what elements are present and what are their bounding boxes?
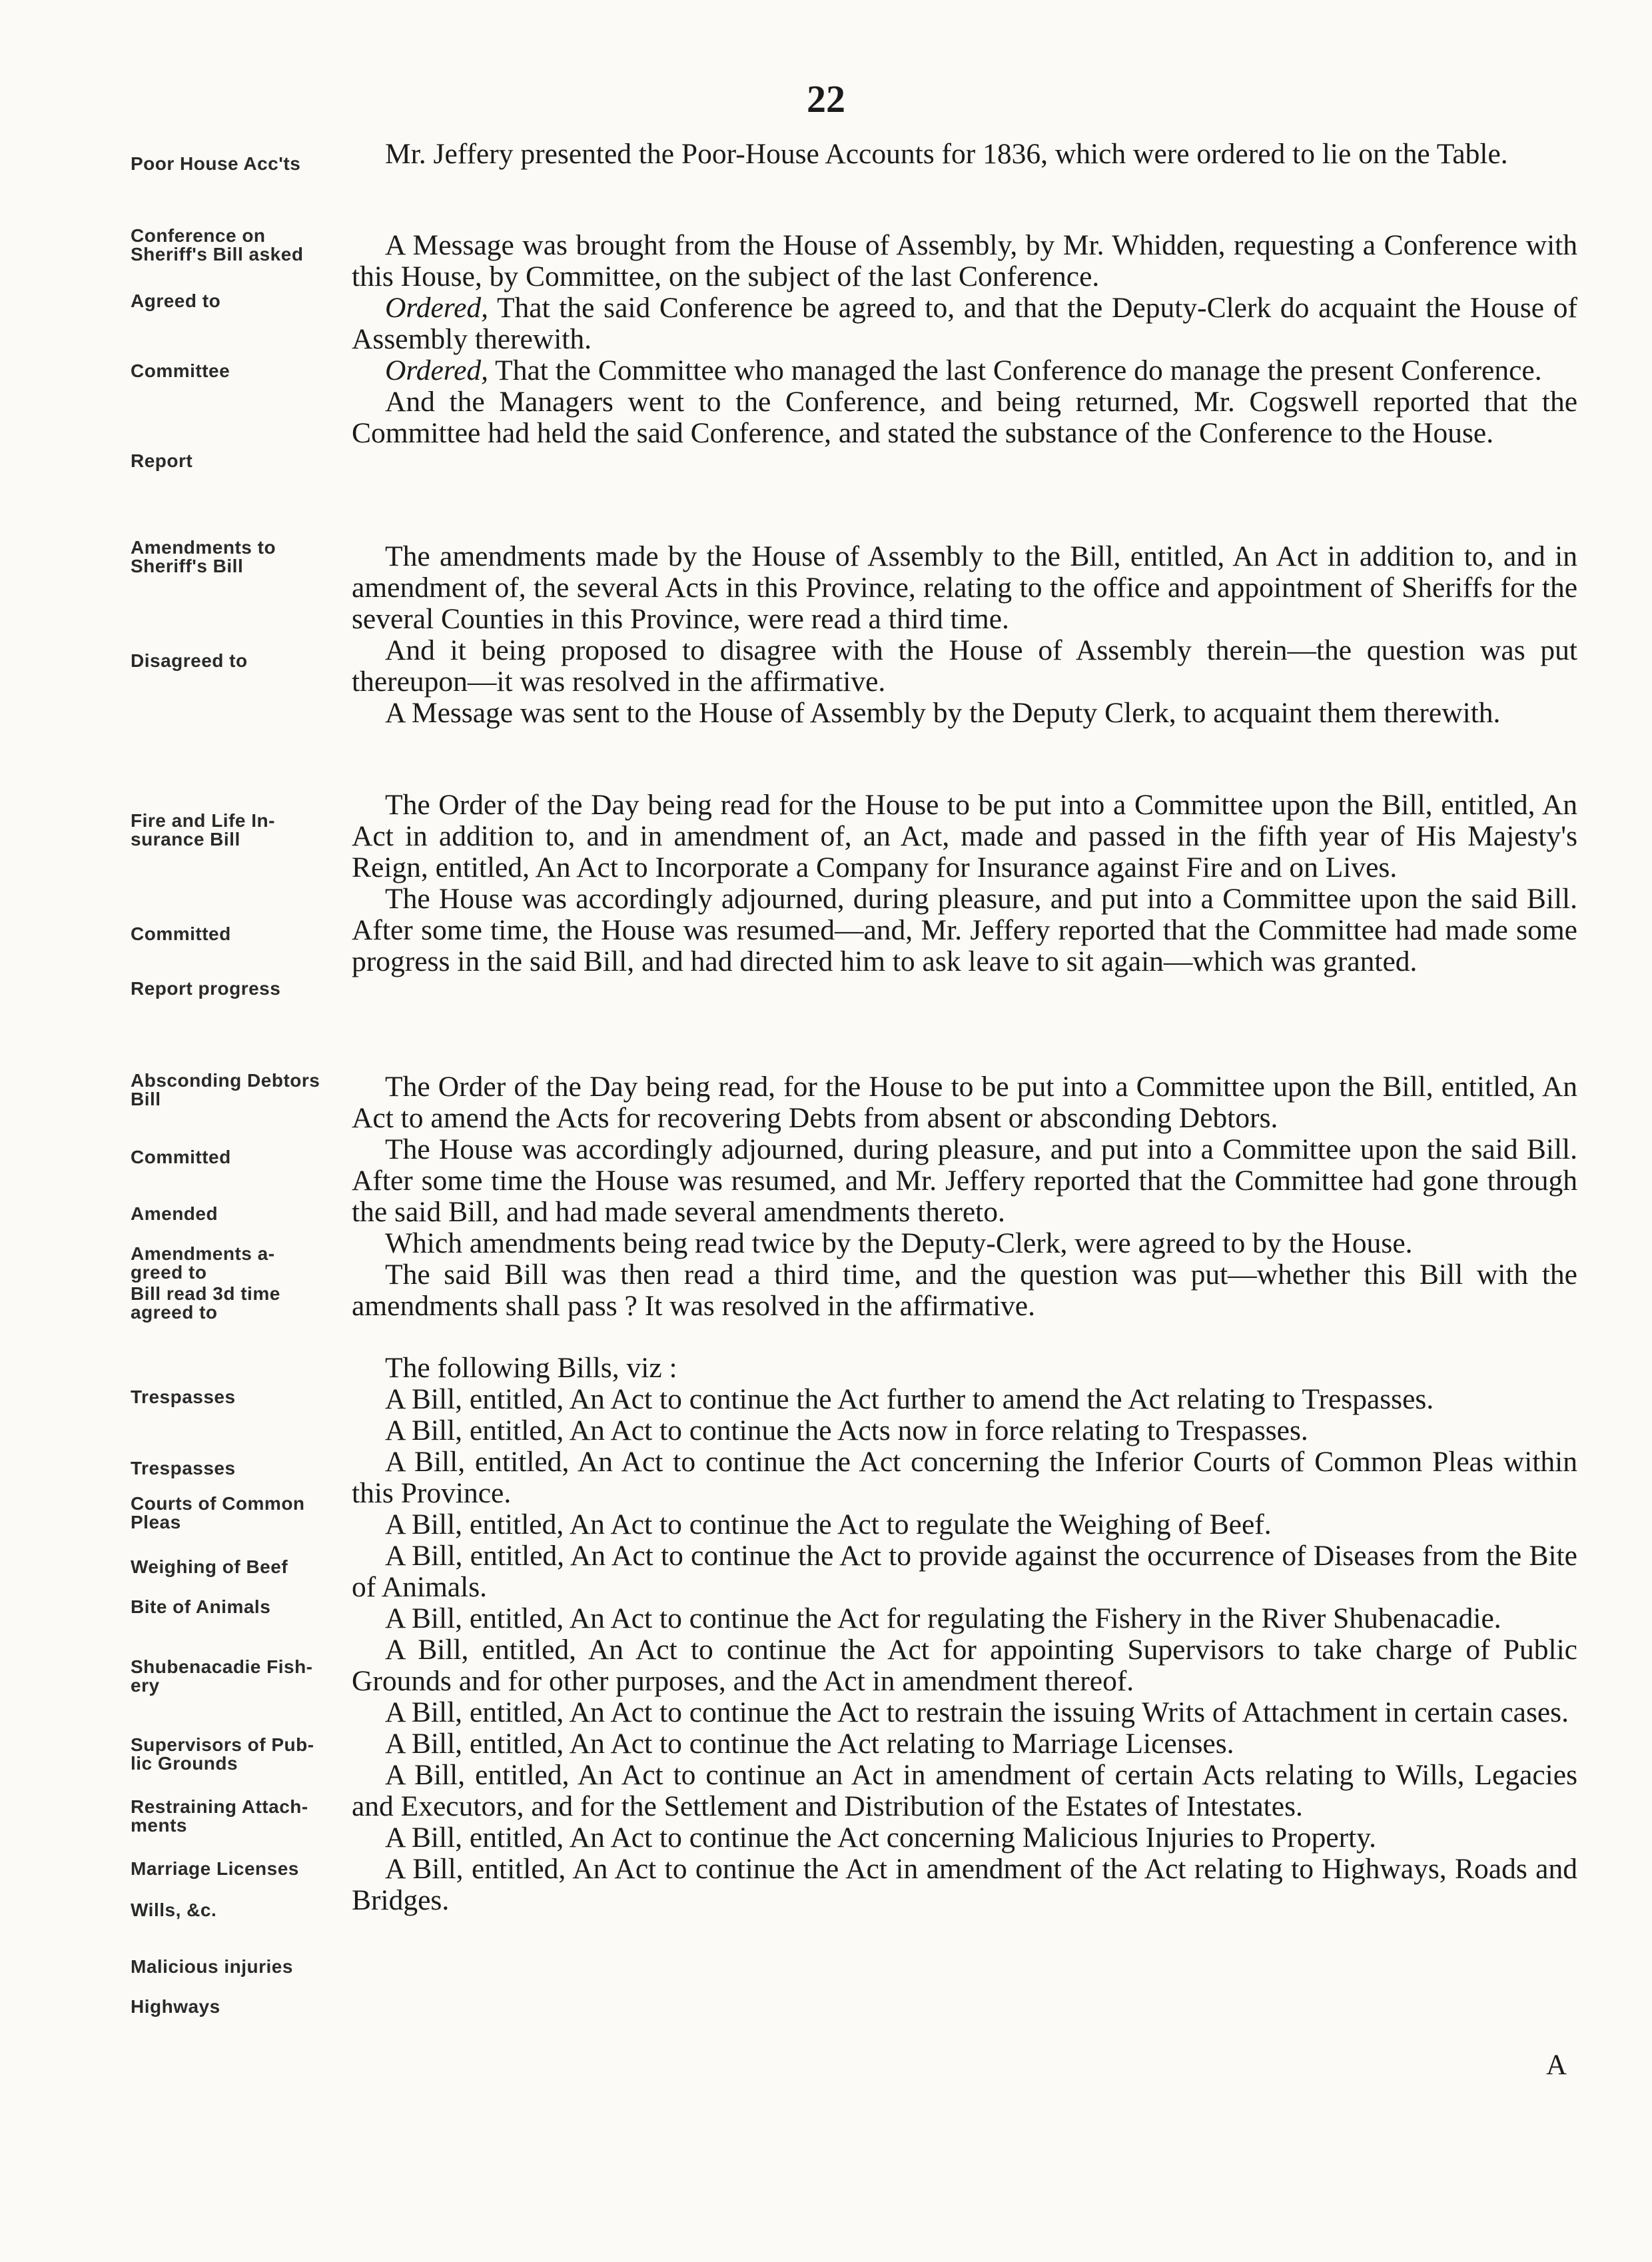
paragraph: A Bill, entitled, An Act to continue the Act for appointing Supervisors to take charge of Public Grounds and for other purposes, and the Act in amendment thereof. <box>352 1634 1577 1697</box>
margin-note-agreed: Agreed to <box>131 290 221 311</box>
emphasis: Ordered, <box>385 292 489 324</box>
paragraph <box>352 355 1577 386</box>
margin-note-absconding: Absconding Debtors Bill <box>131 1070 320 1109</box>
margin-note-trespasses-2: Trespasses <box>131 1458 236 1478</box>
paragraph: Which amendments being read twice by the Deputy-Clerk, were agreed to by the House. <box>385 1227 1413 1259</box>
paragraph <box>352 292 1577 355</box>
emphasis: Ordered, <box>385 354 489 386</box>
paragraph: A Bill, entitled, An Act to continue the Act to restrain the issuing Writs of Attachment in certain cases. <box>385 1696 1569 1728</box>
block-debtors-bill <box>352 1071 1577 1322</box>
block-conference <box>352 230 1577 449</box>
paragraph: Mr. Jeffery presented the Poor-House Accounts for 1836, which were ordered to lie on the Table. <box>385 138 1508 170</box>
margin-note-committee: Committee <box>131 360 230 381</box>
page-number: 22 <box>807 77 845 121</box>
margin-note-committed: Committed <box>131 923 231 944</box>
paragraph: The House was accordingly adjourned, during pleasure, and put into a Committee upon the said Bill. After some time the House was resumed, and Mr. Jeffery reported that the Committee had gone through the said Bill, and had made several amendments thereto. <box>352 1133 1577 1228</box>
margin-note-amended: Amended <box>131 1203 218 1224</box>
margin-note-report-progress: Report progress <box>131 978 281 999</box>
margin-note-wills: Wills, &c. <box>131 1900 217 1920</box>
paragraph: A Bill, entitled, An Act to continue an Act in amendment of certain Acts relating to Wills, Legacies and Executors, and for the Settlement and Distribution of the Estates of Intestates. <box>352 1759 1577 1822</box>
margin-note-restraining: Restraining Attach- ments <box>131 1796 308 1836</box>
block-sheriff-bill <box>352 541 1577 729</box>
paragraph: A Bill, entitled, An Act to continue the Act to provide against the occurrence of Diseases from the Bite of Animals. <box>352 1540 1577 1603</box>
paragraph: A Bill, entitled, An Act to continue the Act further to amend the Act relating to Trespasses. <box>385 1383 1434 1415</box>
paragraph: A Bill, entitled, An Act to continue the Act for regulating the Fishery in the River Shubenacadie. <box>385 1602 1501 1634</box>
margin-note-trespasses: Trespasses <box>131 1387 236 1407</box>
block-poor-house <box>352 139 1577 170</box>
paragraph: And the Managers went to the Conference, and being returned, Mr. Cogswell reported that the Committee had held the said Conference, and stated the substance of the Conference to the House. <box>352 386 1577 449</box>
margin-note-highways: Highways <box>131 1996 220 2017</box>
margin-note-fire-life: Fire and Life In- surance Bill <box>131 810 275 849</box>
margin-note-poor-house: Poor House Acc'ts <box>131 153 301 174</box>
margin-note-beef: Weighing of Beef <box>131 1556 288 1577</box>
margin-note-malicious: Malicious injuries <box>131 1956 293 1977</box>
block-following-bills <box>352 1353 1577 1916</box>
paragraph: The amendments made by the House of Assembly to the Bill, entitled, An Act in addition to, and in amendment of, the several Acts in this Province, relating to the office and appointment of Sheriffs for the several Counties in this Province, were read a third time. <box>352 540 1577 635</box>
paragraph: The following Bills, viz : <box>385 1352 677 1384</box>
paragraph-text: That the Committee who managed the last Conference do manage the present Conference. <box>488 354 1542 386</box>
paragraph: A Bill, entitled, An Act to continue the Acts now in force relating to Trespasses. <box>385 1414 1308 1446</box>
paragraph: A Bill, entitled, An Act to continue the Act concerning Malicious Injuries to Property. <box>385 1822 1377 1854</box>
paragraph-text: That the said Conference be agreed to, and that the Deputy-Clerk do acquaint the House of Assembly therewith. <box>352 292 1577 355</box>
margin-note-committed-2: Committed <box>131 1147 231 1167</box>
margin-note-shubenacadie: Shubenacadie Fish- ery <box>131 1656 313 1696</box>
paragraph: A Bill, entitled, An Act to continue the Act relating to Marriage Licenses. <box>385 1728 1234 1760</box>
paragraph: A Bill, entitled, An Act to continue the Act to regulate the Weighing of Beef. <box>385 1508 1272 1540</box>
paragraph: The Order of the Day being read for the House to be put into a Committee upon the Bill, entitled, An Act in addition to, and in amendment of, an Act, made and passed in the fifth year of His Majesty's Reign, entitled, An Act to Incorporate a Company for Insurance against Fire and on Lives. <box>352 789 1577 883</box>
margin-note-amendments-agreed: Amendments a- greed to <box>131 1243 275 1283</box>
paragraph: A Bill, entitled, An Act to continue the Act in amendment of the Act relating to Highways, Roads and Bridges. <box>352 1853 1577 1916</box>
margin-note-report: Report <box>131 450 193 471</box>
margin-note-bill-read: Bill read 3d time agreed to <box>131 1283 280 1323</box>
paragraph: The House was accordingly adjourned, during pleasure, and put into a Committee upon the said Bill. After some time, the House was resumed—and, Mr. Jeffery reported that the Committee had made some progress in the said Bill, and had directed him to ask leave to sit again—which was granted. <box>352 883 1577 977</box>
margin-note-bite: Bite of Animals <box>131 1596 271 1617</box>
margin-note-disagreed: Disagreed to <box>131 650 248 671</box>
catchword: A <box>1545 2049 1567 2081</box>
paragraph: The said Bill was then read a third time, and the question was put—whether this Bill with the amendments shall pass ? It was resolved in the affirmative. <box>352 1259 1577 1322</box>
margin-note-courts: Courts of Common Pleas <box>131 1493 305 1532</box>
paragraph: A Bill, entitled, An Act to continue the Act concerning the Inferior Courts of Common Pleas within this Province. <box>352 1446 1577 1509</box>
block-insurance-bill <box>352 790 1577 977</box>
margin-note-marriage: Marriage Licenses <box>131 1858 299 1879</box>
margin-note-supervisors: Supervisors of Pub- lic Grounds <box>131 1734 314 1774</box>
margin-note-amendments-sheriff: Amendments to Sheriff's Bill <box>131 537 276 576</box>
margin-note-conference: Conference on Sheriff's Bill asked <box>131 225 304 265</box>
paragraph: A Message was sent to the House of Assembly by the Deputy Clerk, to acquaint them therewith. <box>385 697 1501 729</box>
paragraph: The Order of the Day being read, for the House to be put into a Committee upon the Bill, entitled, An Act to amend the Acts for recovering Debts from absent or absconding Debtors. <box>352 1071 1577 1134</box>
paragraph: A Message was brought from the House of Assembly, by Mr. Whidden, requesting a Conference with this House, by Committee, on the subject of the last Conference. <box>352 229 1577 292</box>
paragraph: And it being proposed to disagree with the House of Assembly therein—the question was put thereupon—it was resolved in the affirmative. <box>352 634 1577 698</box>
